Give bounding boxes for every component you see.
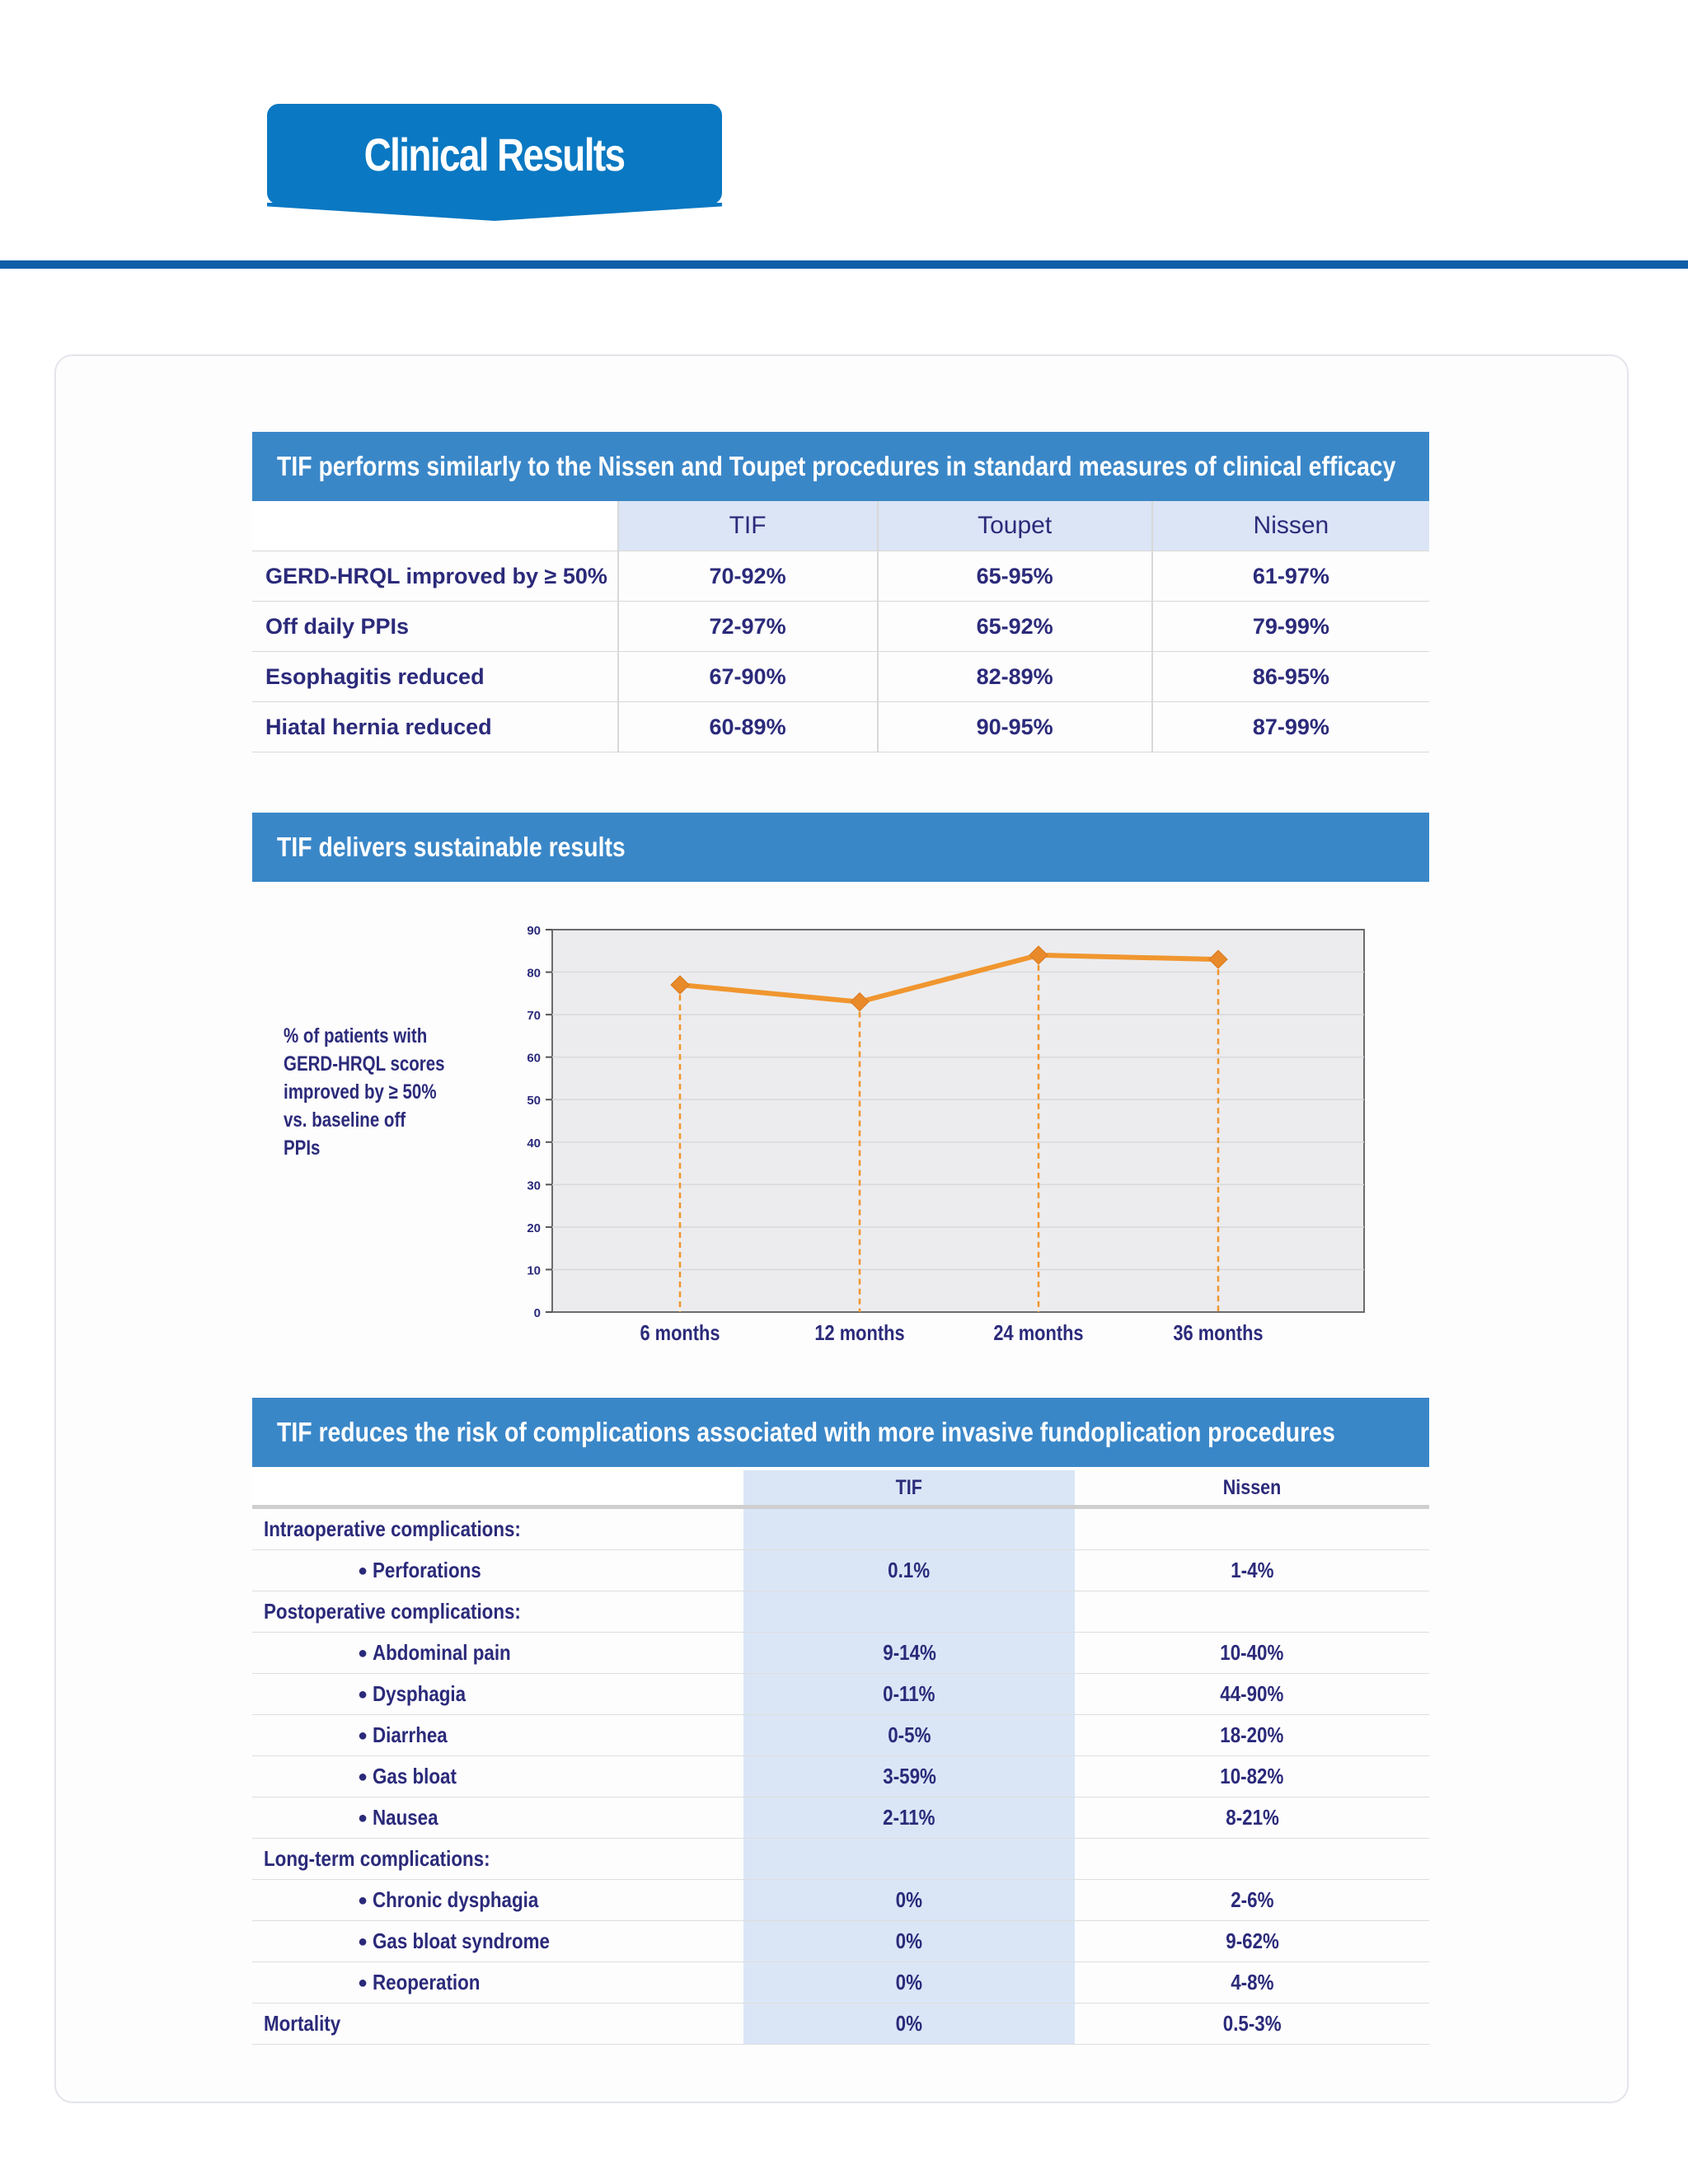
cell-nissen xyxy=(1075,1507,1429,1550)
complications-header-tif xyxy=(743,1470,1075,1507)
cell-toupet: 90-95% xyxy=(878,702,1152,752)
cell-tif: 72-97% xyxy=(618,602,878,652)
nissen-value: 9-62% xyxy=(1225,1929,1279,1953)
cell-nissen xyxy=(1075,1674,1429,1715)
complication-label xyxy=(252,1674,743,1715)
cell-nissen xyxy=(1075,1921,1429,1962)
cell-tif xyxy=(743,1507,1075,1550)
complications-header-nissen xyxy=(1075,1470,1429,1507)
efficacy-banner-text: TIF performs similarly to the Nissen and Toupet procedures in standard measures of clinical efficacy xyxy=(277,451,1396,481)
label-text: Intraoperative complications: xyxy=(264,1516,521,1541)
complication-label xyxy=(252,1921,743,1962)
tif-value: 0-5% xyxy=(887,1722,931,1747)
table-row xyxy=(252,652,1429,702)
page-title-tab xyxy=(267,104,722,204)
nissen-value: 2-6% xyxy=(1231,1887,1274,1912)
label-text: Long-term complications: xyxy=(264,1846,490,1871)
x-tick-label: 6 months xyxy=(640,1321,720,1346)
efficacy-header-blank xyxy=(252,501,618,551)
complication-label xyxy=(252,1756,743,1797)
cell-tif xyxy=(743,1797,1075,1839)
efficacy-banner xyxy=(252,432,1429,501)
row-label: Off daily PPIs xyxy=(252,602,618,652)
tif-value: 0% xyxy=(895,1929,923,1953)
cell-nissen: 61-97% xyxy=(1152,551,1429,602)
tif-value: 0% xyxy=(895,1887,923,1912)
y-tick-label: 70 xyxy=(527,1009,541,1024)
complications-header-blank xyxy=(252,1470,743,1507)
cell-tif xyxy=(743,1633,1075,1674)
cell-nissen xyxy=(1075,1550,1429,1591)
cell-nissen: 87-99% xyxy=(1152,702,1429,752)
complication-label xyxy=(252,1797,743,1839)
y-label-line: GERD-HRQL scores xyxy=(284,1052,445,1076)
section-label xyxy=(252,2004,743,2045)
y-tick-label: 80 xyxy=(527,966,541,981)
section-label xyxy=(252,1507,743,1550)
cell-tif xyxy=(743,1880,1075,1921)
complication-label xyxy=(252,1633,743,1674)
row-label: GERD-HRQL improved by ≥ 50% xyxy=(252,551,618,602)
nissen-value: 10-40% xyxy=(1220,1640,1284,1665)
section-label xyxy=(252,1839,743,1880)
complication-label xyxy=(252,1715,743,1756)
y-tick-label: 40 xyxy=(527,1136,541,1151)
x-tick-label: 36 months xyxy=(1173,1321,1264,1346)
label-text: Gas bloat syndrome xyxy=(373,1929,551,1953)
table-row xyxy=(252,1962,1429,2004)
complications-table xyxy=(252,1470,1429,2045)
cell-toupet: 65-92% xyxy=(878,602,1152,652)
cell-tif: 70-92% xyxy=(618,551,878,602)
cell-tif: 60-89% xyxy=(618,702,878,752)
y-label-line: vs. baseline off PPIs xyxy=(284,1108,406,1160)
header-nissen-text: Nissen xyxy=(1222,1475,1282,1499)
tif-value: 3-59% xyxy=(882,1764,936,1788)
table-row xyxy=(252,702,1429,752)
tif-value: 9-14% xyxy=(882,1640,936,1665)
chart-y-axis-label xyxy=(284,1022,446,1162)
cell-tif xyxy=(743,1921,1075,1962)
efficacy-table xyxy=(252,501,1429,752)
table-row xyxy=(252,1674,1429,1715)
tif-value: 0.1% xyxy=(888,1558,931,1582)
nissen-value: 4-8% xyxy=(1231,1970,1274,1994)
table-row xyxy=(252,1633,1429,1674)
row-label: Hiatal hernia reduced xyxy=(252,702,618,752)
y-tick-label: 50 xyxy=(527,1094,541,1108)
table-row xyxy=(252,1550,1429,1591)
cell-nissen xyxy=(1075,1756,1429,1797)
nissen-value: 1-4% xyxy=(1231,1558,1274,1582)
table-row xyxy=(252,1921,1429,1962)
y-label-line: improved by ≥ 50% xyxy=(284,1080,437,1104)
y-tick-label: 0 xyxy=(533,1306,541,1320)
cell-tif xyxy=(743,1756,1075,1797)
tif-value: 0% xyxy=(895,1970,923,1994)
complications-banner-text: TIF reduces the risk of complications associated with more invasive fundoplication procedures xyxy=(277,1417,1335,1447)
cell-nissen: 79-99% xyxy=(1152,602,1429,652)
nissen-value: 44-90% xyxy=(1220,1681,1284,1706)
complication-label xyxy=(252,1550,743,1591)
page-title: Clinical Results xyxy=(364,128,625,180)
cell-tif xyxy=(743,1715,1075,1756)
table-row xyxy=(252,1715,1429,1756)
efficacy-header-toupet: Toupet xyxy=(878,501,1152,551)
y-label-line: % of patients with xyxy=(284,1024,428,1047)
cell-nissen xyxy=(1075,1797,1429,1839)
table-row xyxy=(252,1756,1429,1797)
efficacy-header-nissen: Nissen xyxy=(1152,501,1429,551)
table-row xyxy=(252,1507,1429,1550)
cell-nissen: 86-95% xyxy=(1152,652,1429,702)
cell-tif xyxy=(743,2004,1075,2045)
table-row xyxy=(252,1880,1429,1921)
cell-tif xyxy=(743,1674,1075,1715)
table-row xyxy=(252,602,1429,652)
cell-nissen xyxy=(1075,1633,1429,1674)
table-row xyxy=(252,1591,1429,1633)
complications-header-row xyxy=(252,1470,1429,1507)
cell-toupet: 65-95% xyxy=(878,551,1152,602)
label-text: Reoperation xyxy=(373,1970,481,1994)
y-tick-label: 20 xyxy=(527,1221,541,1235)
sustainable-banner-text: TIF delivers sustainable results xyxy=(277,832,626,862)
header-tif-text: TIF xyxy=(895,1475,923,1499)
label-text: Abdominal pain xyxy=(373,1640,511,1665)
complications-banner xyxy=(252,1398,1429,1467)
label-text: Chronic dysphagia xyxy=(373,1887,539,1912)
x-tick-label: 12 months xyxy=(814,1321,905,1346)
cell-toupet: 82-89% xyxy=(878,652,1152,702)
label-text: Mortality xyxy=(264,2011,341,2036)
tif-value: 0-11% xyxy=(883,1681,935,1706)
cell-nissen xyxy=(1075,1715,1429,1756)
nissen-value: 0.5-3% xyxy=(1222,2011,1282,2036)
table-row xyxy=(252,1797,1429,1839)
cell-nissen xyxy=(1075,1962,1429,2004)
cell-nissen xyxy=(1075,2004,1429,2045)
label-text: Perforations xyxy=(373,1558,481,1582)
cell-tif xyxy=(743,1550,1075,1591)
complication-label xyxy=(252,1962,743,2004)
table-row xyxy=(252,2004,1429,2045)
section-label xyxy=(252,1591,743,1633)
table-row xyxy=(252,551,1429,602)
sustainability-line-chart xyxy=(495,915,1385,1360)
label-text: Nausea xyxy=(373,1805,438,1830)
cell-nissen xyxy=(1075,1880,1429,1921)
cell-tif xyxy=(743,1962,1075,2004)
label-text: Gas bloat xyxy=(373,1764,457,1788)
efficacy-header-row xyxy=(252,501,1429,551)
cell-nissen xyxy=(1075,1839,1429,1880)
nissen-value: 18-20% xyxy=(1220,1722,1284,1747)
complications-body xyxy=(252,1507,1429,2045)
efficacy-header-tif: TIF xyxy=(618,501,878,551)
table-row xyxy=(252,1839,1429,1880)
sustainable-banner xyxy=(252,813,1429,882)
row-label: Esophagitis reduced xyxy=(252,652,618,702)
tif-value: 2-11% xyxy=(883,1805,935,1830)
cell-tif xyxy=(743,1591,1075,1633)
tif-value: 0% xyxy=(895,2011,923,2036)
cell-tif: 67-90% xyxy=(618,652,878,702)
cell-nissen xyxy=(1075,1591,1429,1633)
x-tick-label: 24 months xyxy=(993,1321,1084,1346)
label-text: Dysphagia xyxy=(373,1681,467,1706)
label-text: Postoperative complications: xyxy=(264,1599,521,1624)
y-tick-label: 90 xyxy=(527,924,541,938)
y-tick-label: 30 xyxy=(527,1179,541,1193)
nissen-value: 8-21% xyxy=(1225,1805,1279,1830)
cell-tif xyxy=(743,1839,1075,1880)
label-text: Diarrhea xyxy=(373,1722,448,1747)
header-divider xyxy=(0,260,1688,269)
y-tick-label: 60 xyxy=(527,1051,541,1066)
y-tick-label: 10 xyxy=(527,1263,541,1278)
nissen-value: 10-82% xyxy=(1220,1764,1284,1788)
complication-label xyxy=(252,1880,743,1921)
